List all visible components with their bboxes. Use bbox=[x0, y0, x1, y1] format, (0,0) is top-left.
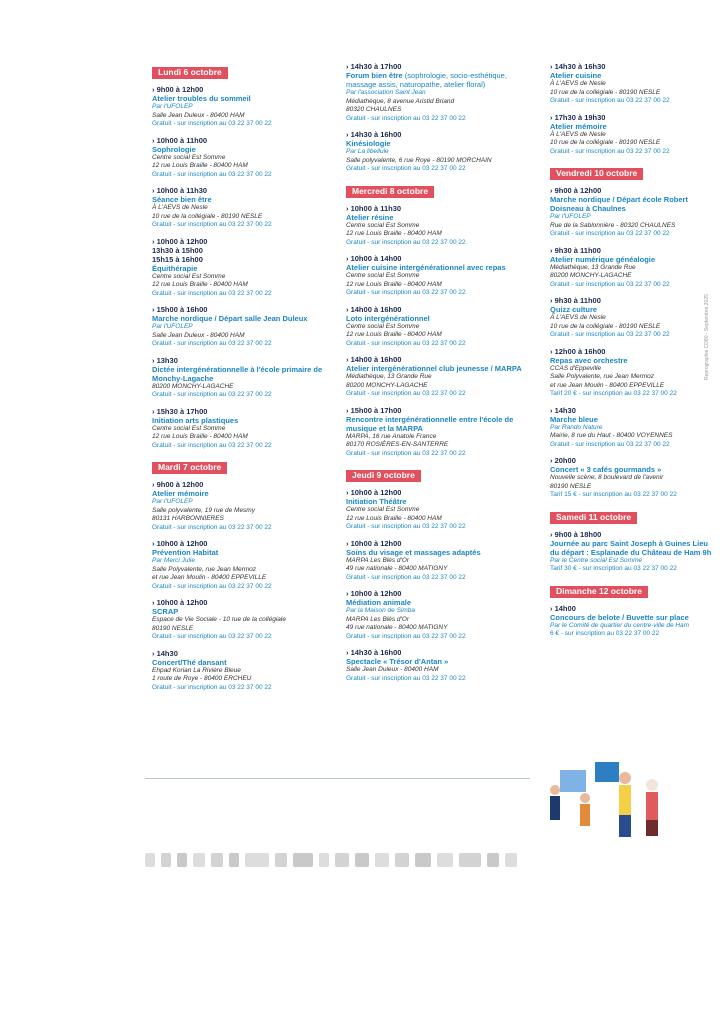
event-title-text: Atelier intergénérationnel club jeunesse / MARPA bbox=[346, 364, 522, 373]
event-title bbox=[152, 365, 332, 383]
event-title-text: Atelier cuisine bbox=[550, 71, 602, 80]
event-organizer: Par l'association Saint Jean bbox=[346, 89, 426, 96]
partner-logo bbox=[459, 853, 481, 867]
event-title bbox=[152, 264, 332, 273]
event-price: Gratuit - sur inscription au 03 22 37 00 22 bbox=[152, 683, 272, 691]
event-price: Tarif 15 € - sur inscription au 03 22 37 00 22 bbox=[550, 491, 677, 498]
event-time: › 10h00 à 14h00 bbox=[346, 254, 534, 263]
event-title-text: Concours de belote / Buvette sur place bbox=[550, 612, 689, 622]
event-title-text: Journée au parc Saint Joseph à Guines Lieu du départ : Esplanade du Château de Ham 9h bbox=[550, 538, 712, 557]
event-item bbox=[550, 296, 718, 340]
credit-text: Reprographie CD80 - Septembre 2025 bbox=[704, 294, 710, 380]
event-title-text: Forum bien être bbox=[346, 71, 403, 80]
event-organizer: Par le Comité de quartier du centre-ville de Ham bbox=[550, 621, 690, 629]
event-time: › 14h30 à 17h00 bbox=[346, 62, 534, 71]
event-title bbox=[550, 613, 718, 622]
event-price: Gratuit - sur inscription au 03 22 37 00 22 bbox=[346, 449, 466, 457]
event-title-extra: (sophrologie, socio-esthétique, massage assis, naturopathe, atelier floral) bbox=[346, 71, 507, 89]
event-title-text: Concert « 3 cafés gourmands » bbox=[550, 465, 662, 474]
event-price: Gratuit - sur inscription au 03 22 37 00 22 bbox=[152, 120, 272, 127]
event-item bbox=[346, 648, 534, 683]
event-time: › 10h00 à 12h00 bbox=[152, 598, 332, 607]
partner-logo bbox=[375, 853, 389, 867]
event-location: Salle Jean Duleux - 80400 HAM bbox=[346, 666, 439, 673]
event-time: › 14h00 à 16h00 bbox=[346, 355, 534, 364]
event-time: › 14h00 à 16h00 bbox=[346, 305, 534, 314]
event-title bbox=[346, 497, 534, 506]
event-title bbox=[346, 71, 534, 89]
event-title-text: Prévention Habitat bbox=[152, 548, 219, 557]
event-price: Gratuit - sur inscription au 03 22 37 00 22 bbox=[346, 523, 466, 530]
event-time: › 10h00 à 12h00 bbox=[346, 589, 534, 598]
partner-logo bbox=[415, 853, 431, 867]
day-heading: Samedi 11 octobre bbox=[550, 512, 637, 524]
event-price: Gratuit - sur inscription au 03 22 37 00 22 bbox=[152, 340, 272, 347]
event-title bbox=[152, 548, 332, 557]
day-heading: Mardi 7 octobre bbox=[152, 462, 227, 474]
partner-logo bbox=[293, 853, 313, 867]
event-time: › 10h00 à 12h00 13h30 à 15h00 15h15 à 16h00 bbox=[152, 237, 332, 264]
divider-line bbox=[145, 778, 530, 779]
event-item bbox=[346, 204, 534, 248]
event-price: Gratuit - sur inscription au 03 22 37 00 22 bbox=[550, 331, 670, 338]
event-item bbox=[152, 356, 332, 400]
event-item bbox=[152, 539, 332, 591]
event-location: À L'AEVS de Nesle 10 rue de la collégiale - 80190 NESLE bbox=[550, 130, 661, 146]
event-time: › 14h30 à 16h00 bbox=[346, 648, 534, 657]
partner-logo bbox=[335, 853, 349, 867]
event-organizer: Par l'UFOLEP bbox=[152, 103, 193, 110]
event-title bbox=[550, 539, 718, 557]
event-title-text: Kinésiologie bbox=[346, 139, 391, 148]
event-title-text: Spectacle « Trésor d'Antan » bbox=[346, 657, 449, 666]
event-item bbox=[346, 488, 534, 532]
partner-logo bbox=[319, 853, 329, 867]
event-title-text: Loto intergénérationnel bbox=[346, 313, 430, 323]
event-price: Gratuit - sur inscription au 03 22 37 00 22 bbox=[152, 523, 272, 531]
event-title-text: Marche bleue bbox=[550, 414, 598, 424]
event-location: Salle polyvalente, 19 rue de Mesmy 80131 HARBONNIERES bbox=[152, 506, 255, 522]
event-item bbox=[346, 539, 534, 583]
event-title bbox=[550, 356, 718, 365]
partner-logo bbox=[395, 853, 409, 867]
event-title-text: Atelier cuisine intergénérationnel avec repas bbox=[346, 263, 506, 272]
event-price: Gratuit - sur inscription au 03 22 37 00 22 bbox=[346, 339, 466, 347]
event-location: Espace de Vie Sociale - 10 rue de la collégiale 80190 NESLE bbox=[152, 616, 286, 632]
event-price: Gratuit - sur inscription au 03 22 37 00 22 bbox=[346, 674, 466, 682]
event-location: Salle Jean Duleux - 80400 HAM bbox=[152, 331, 245, 339]
event-item bbox=[550, 186, 718, 239]
event-time: › 17h30 à 19h30 bbox=[550, 113, 718, 122]
event-location: MARPA Les Blés d'Or 49 rue nationale - 80400 MATIGNY bbox=[346, 556, 448, 572]
event-title-text: Atelier résine bbox=[346, 212, 394, 222]
event-location: Médiathèque, 8 avenue Aristid Briand 80320 CHAULNES bbox=[346, 97, 455, 113]
event-location: À L'AEVS de Nesle 10 rue de la collégiale - 80190 NESLE bbox=[152, 204, 263, 220]
event-location: Centre social Est Somme 12 rue Louis Braille - 80400 HAM bbox=[346, 506, 442, 522]
event-time: › 9h00 à 18h00 bbox=[550, 530, 718, 539]
partner-logo bbox=[437, 853, 453, 867]
event-title bbox=[346, 548, 534, 557]
event-price: Gratuit - sur inscription au 03 22 37 00 22 bbox=[550, 147, 670, 155]
event-title bbox=[550, 122, 718, 131]
event-price: Gratuit - sur inscription au 03 22 37 00 22 bbox=[550, 230, 670, 237]
event-title-text: Initiation Théâtre bbox=[346, 497, 407, 506]
event-item bbox=[152, 237, 332, 299]
event-price: Gratuit - sur inscription au 03 22 37 00 22 bbox=[152, 633, 272, 640]
event-item bbox=[346, 305, 534, 349]
event-organizer: Par Rando Nature bbox=[550, 423, 603, 431]
event-item bbox=[152, 598, 332, 642]
event-title bbox=[346, 598, 534, 607]
event-location: MARPA, 16 rue Anatole France 80170 ROSIÈRES-EN-SANTERRE bbox=[346, 432, 449, 448]
event-title bbox=[152, 607, 332, 616]
event-price: Gratuit - sur inscription au 03 22 37 00 22 bbox=[152, 170, 272, 178]
event-time: › 10h00 à 11h30 bbox=[152, 186, 332, 195]
event-title-text: Marche nordique / Départ école Robert Doisneau à Chaulnes bbox=[550, 195, 688, 213]
event-location: Centre social Est Somme 12 rue Louis Braille - 80400 HAM bbox=[152, 153, 248, 169]
event-item bbox=[346, 62, 534, 123]
partner-logo bbox=[355, 853, 369, 867]
event-title bbox=[550, 255, 718, 264]
event-title bbox=[152, 145, 332, 154]
event-location: Salle Polyvalente, rue Jean Mermoz et rue Jean Moulin - 80400 EPPEVILLE bbox=[152, 565, 267, 581]
event-title bbox=[346, 263, 534, 272]
event-title bbox=[346, 364, 534, 373]
event-time: › 13h30 bbox=[152, 356, 332, 365]
event-title bbox=[152, 94, 332, 103]
event-title-text: Séance bien être bbox=[152, 195, 212, 204]
event-location: Centre social Est Somme 12 rue Louis Braille - 80400 HAM bbox=[152, 272, 248, 288]
event-item bbox=[152, 85, 332, 129]
event-time: › 14h30 bbox=[152, 649, 332, 658]
event-time: › 10h00 à 11h30 bbox=[346, 204, 534, 213]
event-time: › 10h00 à 12h00 bbox=[346, 539, 534, 548]
event-title bbox=[346, 415, 534, 433]
event-price: Gratuit - sur inscription au 03 22 37 00 22 bbox=[152, 582, 272, 590]
event-title-text: Concert/Thé dansant bbox=[152, 657, 227, 667]
event-title bbox=[346, 213, 534, 222]
partner-logos bbox=[145, 846, 715, 874]
event-time: › 9h00 à 12h00 bbox=[152, 85, 332, 94]
event-organizer: Par l'UFOLEP bbox=[152, 323, 193, 330]
event-item bbox=[550, 530, 718, 574]
partner-logo bbox=[487, 853, 499, 867]
event-time: › 10h00 à 11h00 bbox=[152, 136, 332, 145]
event-price: Gratuit - sur inscription au 03 22 37 00 22 bbox=[346, 238, 466, 246]
event-location: Nouvelle scène, 8 boulevard de l'avenir 80190 NESLE bbox=[550, 474, 664, 490]
event-price: Gratuit - sur inscription au 03 22 37 00 22 bbox=[346, 289, 466, 296]
event-title bbox=[152, 314, 332, 323]
event-title bbox=[346, 657, 534, 666]
partner-logo bbox=[211, 853, 223, 867]
event-title-text: SCRAP bbox=[152, 607, 179, 616]
event-item bbox=[550, 62, 718, 106]
day-heading: Mercredi 8 octobre bbox=[346, 186, 434, 198]
event-title bbox=[550, 305, 718, 314]
event-time: › 15h30 à 17h00 bbox=[152, 407, 332, 416]
event-title bbox=[346, 139, 534, 148]
partner-logo bbox=[275, 853, 287, 867]
column-1 bbox=[152, 62, 332, 699]
event-item bbox=[346, 254, 534, 298]
event-title bbox=[152, 658, 332, 667]
event-item bbox=[152, 480, 332, 532]
event-location: Centre social Est Somme 12 rue Louis Braille - 80400 HAM bbox=[346, 272, 442, 288]
event-time: › 14h30 bbox=[550, 406, 718, 415]
event-title-text: Équithérapie bbox=[152, 263, 198, 273]
event-item bbox=[152, 186, 332, 230]
event-time: › 14h30 à 16h00 bbox=[346, 130, 534, 139]
event-time: › 10h00 à 12h00 bbox=[346, 488, 534, 497]
event-location: Centre social Est Somme 12 rue Louis Braille - 80400 HAM bbox=[346, 221, 442, 237]
event-title-text: Dictée intergénérationnelle à l'école primaire de Monchy-Lagache bbox=[152, 364, 323, 383]
event-location: À L'AEVS de Nesle 10 rue de la collégiale - 80190 NESLE bbox=[550, 314, 661, 330]
event-price: Gratuit - sur inscription au 03 22 37 00 22 bbox=[346, 114, 466, 122]
event-time: › 20h00 bbox=[550, 456, 718, 465]
event-location: À L'AEVS de Nesle 10 rue de la collégiale - 80190 NESLE bbox=[550, 80, 661, 96]
event-price: Gratuit - sur inscription au 03 22 37 00 22 bbox=[550, 97, 670, 104]
event-title-text: Atelier numérique généalogie bbox=[550, 254, 656, 264]
event-item bbox=[152, 649, 332, 693]
event-location: Médiathèque, 13 Grande Rue 80200 MONCHY-LAGACHE bbox=[346, 373, 432, 389]
event-organizer: Par Merci Julie bbox=[152, 557, 195, 564]
partner-logo bbox=[177, 853, 187, 867]
partner-logo bbox=[161, 853, 171, 867]
event-location: 80200 MONCHY-LAGACHE bbox=[152, 382, 234, 390]
event-title-text: Atelier mémoire bbox=[152, 489, 209, 498]
event-price: Gratuit - sur inscription au 03 22 37 00 22 bbox=[550, 440, 670, 448]
event-item bbox=[550, 347, 718, 399]
event-item bbox=[346, 589, 534, 641]
event-price: 6 € - sur inscription au 03 22 37 00 22 bbox=[550, 630, 660, 637]
day-heading: Lundi 6 octobre bbox=[152, 67, 228, 79]
event-title-text: Quizz culture bbox=[550, 305, 598, 314]
event-title-text: Médiation animale bbox=[346, 598, 412, 607]
event-item bbox=[346, 406, 534, 459]
event-item bbox=[550, 406, 718, 450]
event-title-text: Atelier troubles du sommeil bbox=[152, 94, 251, 103]
partner-logo bbox=[505, 853, 517, 867]
event-location: Médiathèque, 13 Grande Rue 80200 MONCHY-LAGACHE bbox=[550, 263, 636, 279]
partner-logo bbox=[245, 853, 269, 867]
people-puzzle-illustration bbox=[540, 760, 690, 840]
event-location: Mairie, 8 rue du Haut - 80400 VOYENNES bbox=[550, 432, 673, 439]
event-price: Gratuit - sur inscription au 03 22 37 00 22 bbox=[152, 221, 272, 228]
event-organizer: Par l'UFOLEP bbox=[550, 213, 591, 220]
event-title-text: Rencontre intergénérationnelle entre l'école de musique et la MARPA bbox=[346, 414, 514, 433]
event-title-text: Initiation arts plastiques bbox=[152, 415, 239, 425]
event-price: Gratuit - sur inscription au 03 22 37 00 22 bbox=[550, 280, 670, 288]
day-heading: Jeudi 9 octobre bbox=[346, 470, 421, 482]
event-title bbox=[152, 195, 332, 204]
event-price: Tarif 20 € - sur inscription au 03 22 37 00 22 bbox=[550, 390, 677, 397]
event-location: Ehpad Korian La Rivière Bleue 1 route de Roye - 80400 ERCHEU bbox=[152, 666, 252, 682]
event-price: Gratuit - sur inscription au 03 22 37 00 22 bbox=[346, 390, 466, 397]
event-item bbox=[550, 113, 718, 157]
event-organizer: Par le Centre social Est Somme bbox=[550, 556, 643, 564]
partner-logo bbox=[229, 853, 239, 867]
event-item bbox=[152, 136, 332, 180]
day-heading: Dimanche 12 octobre bbox=[550, 586, 648, 598]
event-item bbox=[346, 130, 534, 174]
event-price: Gratuit - sur inscription au 03 22 37 00 22 bbox=[152, 441, 272, 449]
event-item bbox=[550, 604, 718, 639]
event-location: CCAS d'Eppeville Salle Polyvalente, rue Jean Mermoz et rue Jean Moulin - 80400 EPPEVILLE bbox=[550, 364, 665, 389]
event-title-text: Sophrologie bbox=[152, 144, 196, 154]
event-price: Gratuit - sur inscription au 03 22 37 00 22 bbox=[346, 573, 466, 581]
event-title bbox=[550, 195, 718, 213]
event-time: › 12h00 à 16h00 bbox=[550, 347, 718, 356]
event-title bbox=[152, 416, 332, 425]
event-organizer: Par la Maison de Simba bbox=[346, 607, 416, 614]
event-title bbox=[346, 314, 534, 323]
event-price: Gratuit - sur inscription au 03 22 37 00 22 bbox=[152, 391, 272, 398]
event-title-text: Soins du visage et massages adaptés bbox=[346, 547, 481, 557]
day-heading: Vendredi 10 octobre bbox=[550, 168, 643, 180]
event-location: MARPA Les Blés d'Or 49 rue nationale - 80400 MATIGNY bbox=[346, 615, 448, 631]
event-title-text: Atelier mémoire bbox=[550, 121, 607, 131]
event-item bbox=[550, 456, 718, 500]
event-title bbox=[152, 489, 332, 498]
event-title bbox=[550, 71, 718, 80]
event-time: › 9h00 à 12h00 bbox=[152, 480, 332, 489]
event-location: Centre social Est Somme 12 rue Louis Braille - 80400 HAM bbox=[152, 424, 248, 440]
event-price: Tarif 30 € - sur inscription au 03 22 37 00 22 bbox=[550, 565, 677, 572]
event-time: › 14h30 à 16h30 bbox=[550, 62, 718, 71]
event-location: Rue de la Sablonnière - 80320 CHAULNES bbox=[550, 221, 676, 229]
event-item bbox=[152, 407, 332, 451]
event-location: Salle polyvalente, 6 rue Roye - 80190 MORCHAIN bbox=[346, 156, 492, 164]
event-location: Salle Jean Duleux - 80400 HAM bbox=[152, 111, 245, 119]
column-2 bbox=[346, 62, 534, 690]
event-item bbox=[152, 305, 332, 349]
event-time: › 9h30 à 11h00 bbox=[550, 296, 718, 305]
event-item bbox=[550, 246, 718, 290]
event-price: Gratuit - sur inscription au 03 22 37 00 22 bbox=[152, 289, 272, 297]
event-title-text: Marche nordique / Départ salle Jean Duleux bbox=[152, 314, 308, 323]
partner-logo bbox=[145, 853, 155, 867]
event-time: › 9h30 à 11h00 bbox=[550, 246, 718, 255]
event-title bbox=[550, 415, 718, 424]
event-organizer: Par l'UFOLEP bbox=[152, 498, 193, 505]
event-time: › 9h00 à 12h00 bbox=[550, 186, 718, 195]
event-item bbox=[346, 355, 534, 399]
event-time: › 15h00 à 16h00 bbox=[152, 305, 332, 314]
event-title-text: Repas avec orchestre bbox=[550, 355, 628, 365]
event-price: Gratuit - sur inscription au 03 22 37 00 22 bbox=[346, 632, 466, 640]
event-location: Centre social Est Somme 12 rue Louis Braille - 80400 HAM bbox=[346, 322, 442, 338]
event-organizer: Par La libellule bbox=[346, 148, 389, 155]
column-3 bbox=[550, 62, 718, 646]
event-price: Gratuit - sur inscription au 03 22 37 00 22 bbox=[346, 165, 466, 172]
event-title bbox=[550, 465, 718, 474]
event-time: › 10h00 à 12h00 bbox=[152, 539, 332, 548]
event-time: › 15h00 à 17h00 bbox=[346, 406, 534, 415]
partner-logo bbox=[193, 853, 205, 867]
event-time: › 14h00 bbox=[550, 604, 718, 613]
